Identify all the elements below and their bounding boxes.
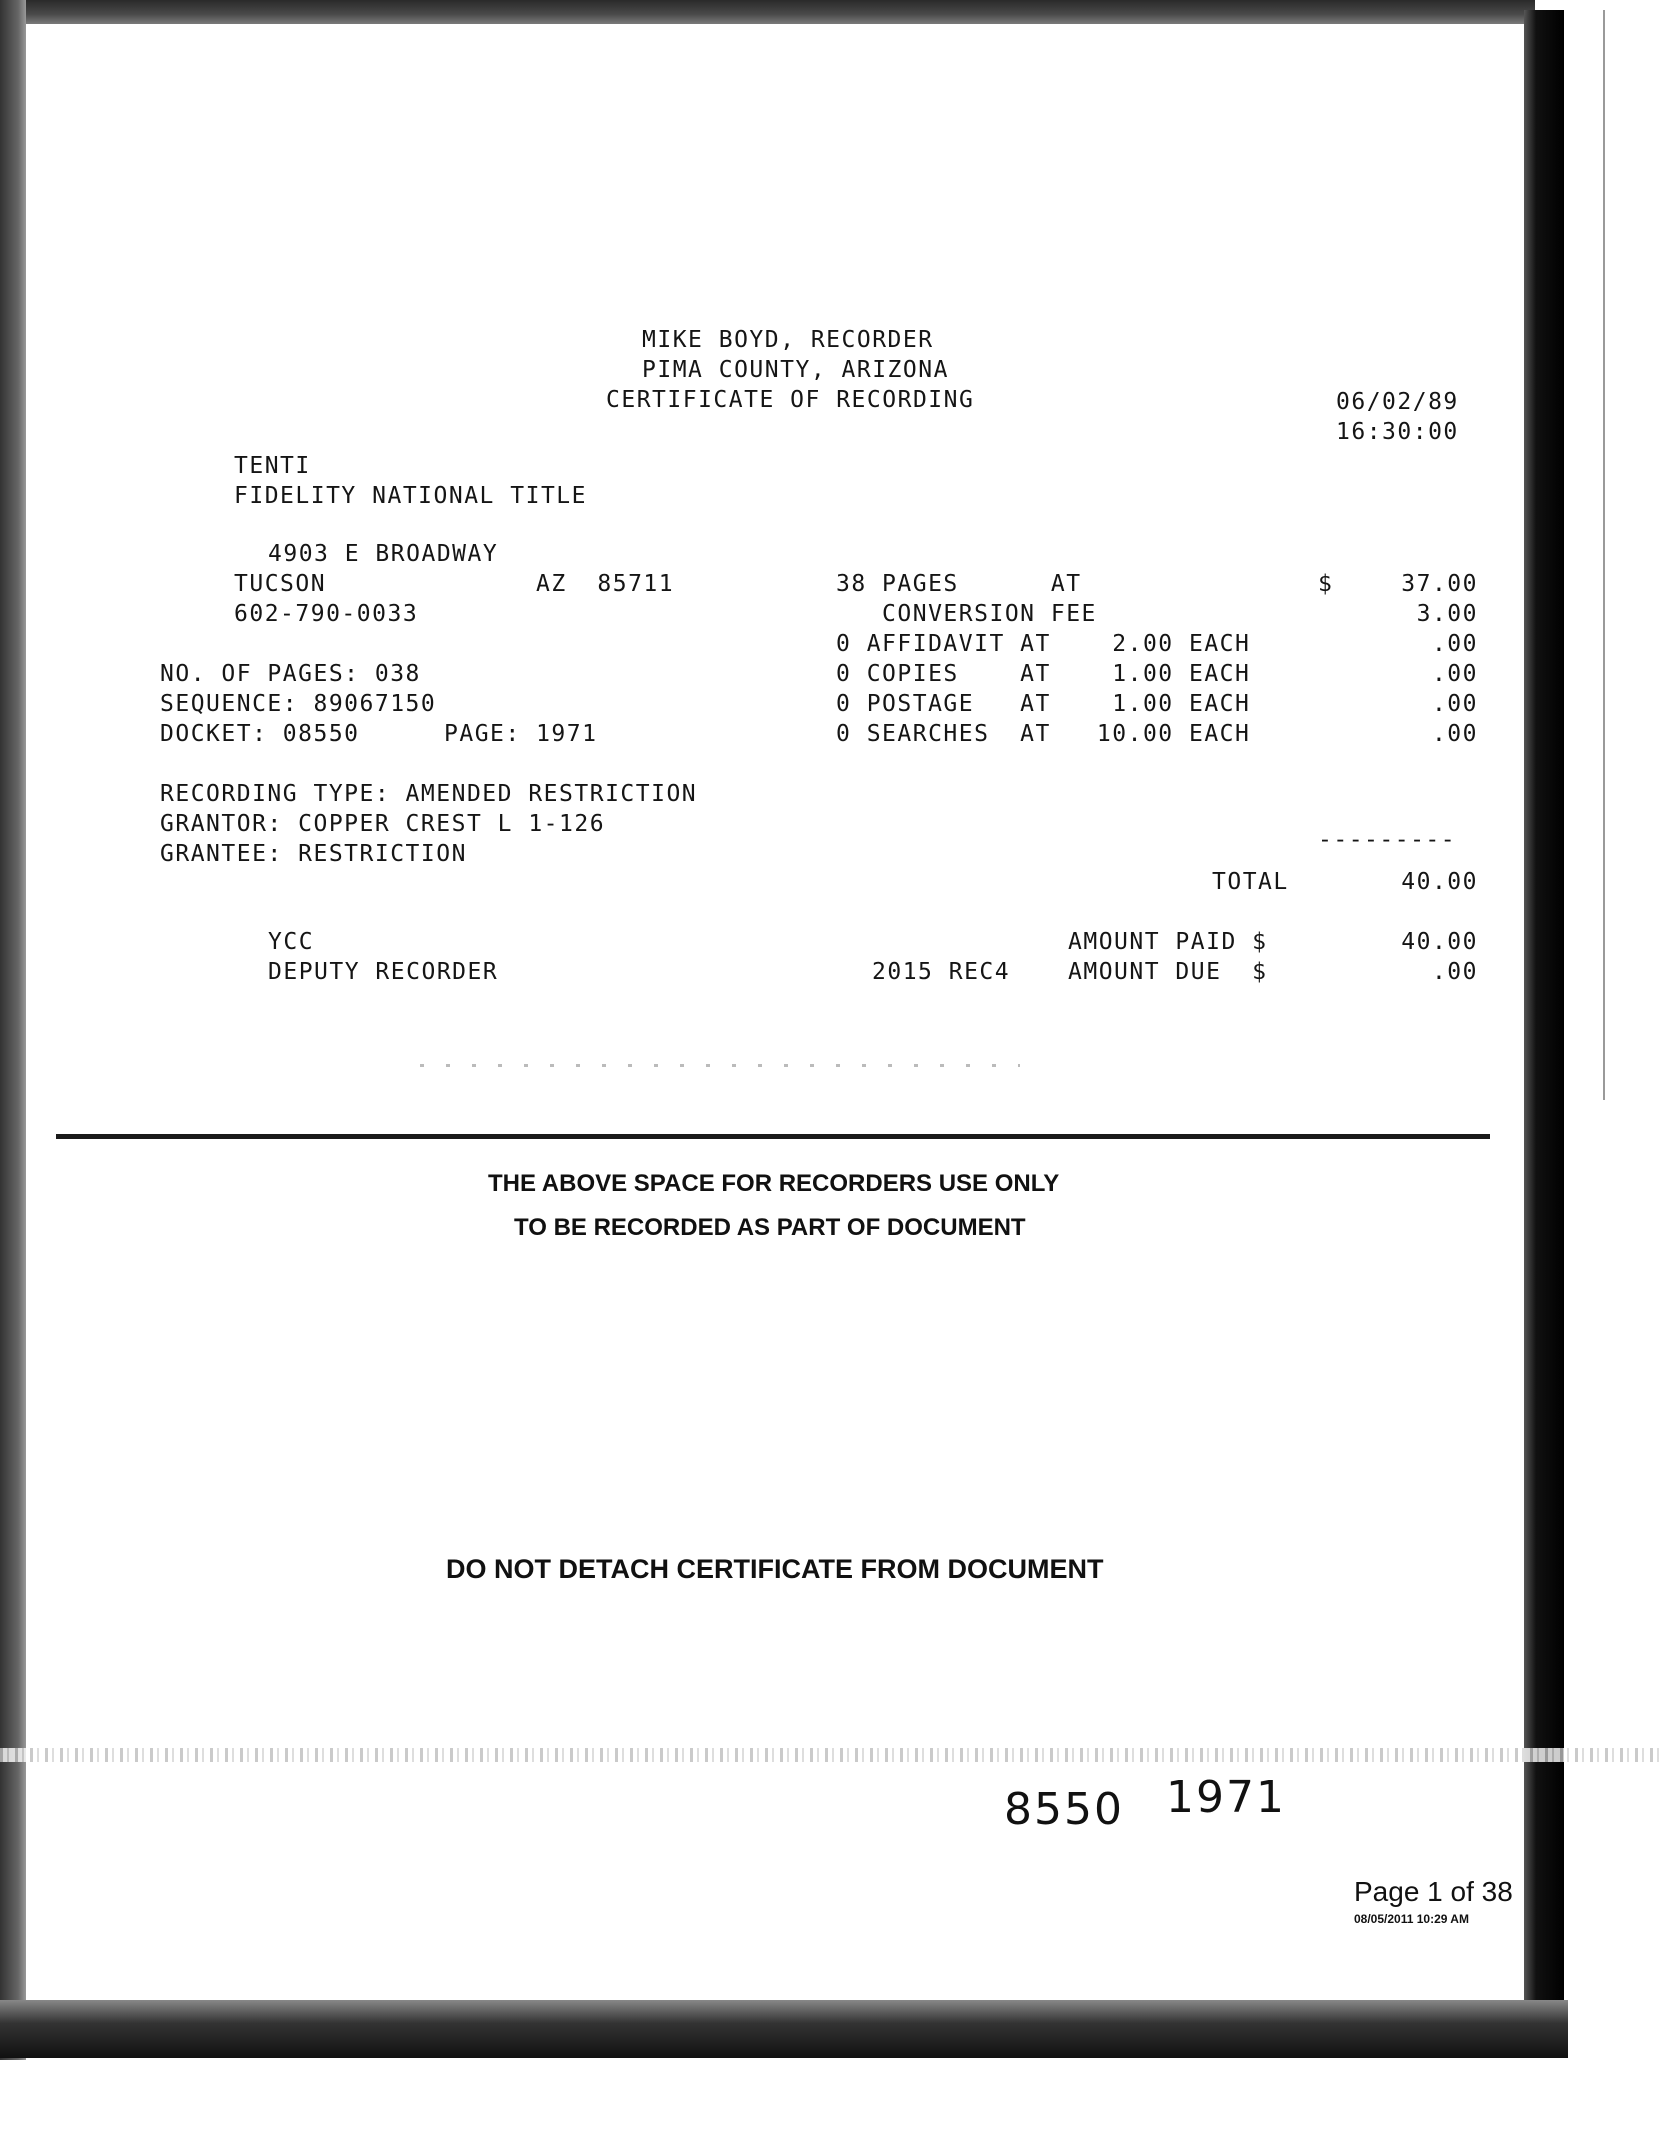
recorder-name: MIKE BOYD, RECORDER xyxy=(642,327,934,353)
addressee-city: TUCSON xyxy=(234,571,327,597)
total-amount: 40.00 xyxy=(1401,869,1478,895)
fee-row-label: 0 AFFIDAVIT AT 2.00 EACH xyxy=(836,631,1251,657)
total-label: TOTAL xyxy=(1212,869,1289,895)
county-name: PIMA COUNTY, ARIZONA xyxy=(642,357,949,383)
recording-date: 06/02/89 xyxy=(1336,389,1459,415)
recorder-use-notice: THE ABOVE SPACE FOR RECORDERS USE ONLY xyxy=(488,1170,1060,1197)
number-of-pages: NO. OF PAGES: 038 xyxy=(160,661,421,687)
stamped-page: 1971 xyxy=(1166,1772,1286,1823)
do-not-detach-notice: DO NOT DETACH CERTIFICATE FROM DOCUMENT xyxy=(446,1554,1104,1584)
total-dashes: --------- xyxy=(1318,827,1457,853)
scan-noise xyxy=(420,1064,1020,1067)
deputy-title: DEPUTY RECORDER xyxy=(268,959,499,985)
amount-due: .00 xyxy=(1431,959,1478,985)
addressee-company: FIDELITY NATIONAL TITLE xyxy=(234,483,587,509)
addressee-name: TENTI xyxy=(234,453,311,479)
addressee-phone: 602-790-0033 xyxy=(234,601,419,627)
recording-type: RECORDING TYPE: AMENDED RESTRICTION xyxy=(160,781,698,807)
grantor: GRANTOR: COPPER CREST L 1-126 xyxy=(160,811,606,837)
record-part-notice: TO BE RECORDED AS PART OF DOCUMENT xyxy=(514,1214,1026,1241)
fee-row-amount: .00 xyxy=(1431,691,1478,717)
scan-border-right xyxy=(1524,10,1564,2046)
scan-border-top xyxy=(0,0,1535,24)
receipt-code: 2015 REC4 xyxy=(872,959,1011,985)
page-count: Page 1 of 38 xyxy=(1354,1876,1513,1907)
fee-row-amount: .00 xyxy=(1431,721,1478,747)
stamped-docket: 8550 xyxy=(1004,1784,1124,1835)
certificate-title: CERTIFICATE OF RECORDING xyxy=(606,387,975,413)
document-page xyxy=(26,24,1526,2000)
fee-currency: $ xyxy=(1318,571,1334,597)
scan-edge-line xyxy=(1603,10,1605,1100)
docket-number: DOCKET: 08550 xyxy=(160,721,360,747)
sequence-number: SEQUENCE: 89067150 xyxy=(160,691,437,717)
recording-time: 16:30:00 xyxy=(1336,419,1459,445)
addressee-state-zip: AZ 85711 xyxy=(536,571,675,597)
grantee: GRANTEE: RESTRICTION xyxy=(160,841,467,867)
fee-row-amount: .00 xyxy=(1431,631,1478,657)
section-divider xyxy=(56,1134,1490,1139)
print-timestamp: 08/05/2011 10:29 AM xyxy=(1354,1912,1469,1926)
amount-paid: 40.00 xyxy=(1401,929,1478,955)
fee-row-amount: 37.00 xyxy=(1401,571,1478,597)
docket-page: PAGE: 1971 xyxy=(444,721,598,747)
fee-row-amount: 3.00 xyxy=(1416,601,1478,627)
fee-row-label: 0 POSTAGE AT 1.00 EACH xyxy=(836,691,1251,717)
fee-row-label: 38 PAGES AT xyxy=(836,571,1082,597)
fee-row-label: 0 SEARCHES AT 10.00 EACH xyxy=(836,721,1251,747)
fee-row-amount: .00 xyxy=(1431,661,1478,687)
fee-row-label: CONVERSION FEE xyxy=(836,601,1097,627)
scan-border-bottom xyxy=(0,2000,1568,2058)
scan-noise-band xyxy=(0,1748,1664,1762)
amount-paid-label: AMOUNT PAID $ xyxy=(1068,929,1268,955)
fee-row-label: 0 COPIES AT 1.00 EACH xyxy=(836,661,1251,687)
amount-due-label: AMOUNT DUE $ xyxy=(1068,959,1268,985)
deputy-initials: YCC xyxy=(268,929,315,955)
addressee-street: 4903 E BROADWAY xyxy=(268,541,499,567)
